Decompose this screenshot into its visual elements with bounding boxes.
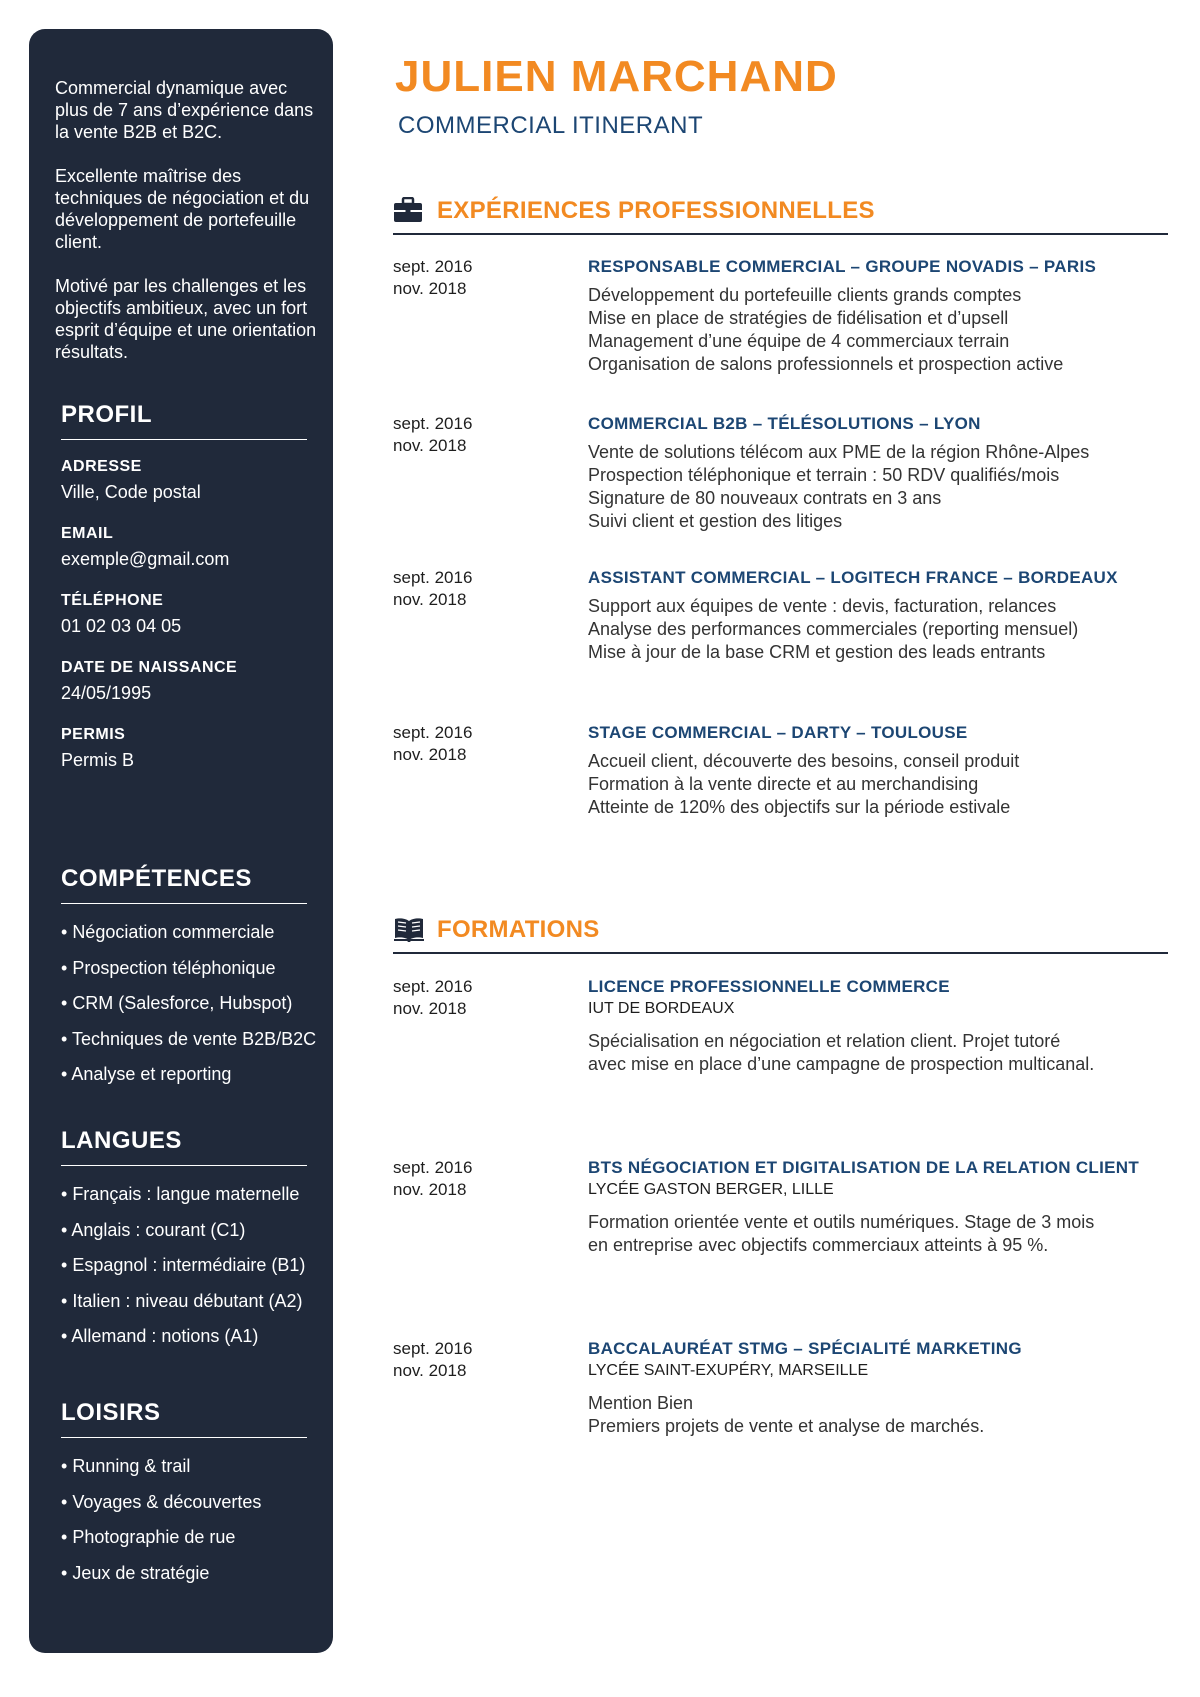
- end-date: nov. 2018: [393, 1361, 467, 1380]
- entry-line: Spécialisation en négociation et relation client. Projet tutoré: [588, 1031, 1061, 1051]
- entry-content: [588, 722, 1173, 819]
- entry-line: Formation à la vente directe et au merchandising: [588, 774, 979, 794]
- entry-dates: [393, 413, 472, 457]
- languages-list: [61, 1184, 307, 1362]
- entry-line: Développement du portefeuille clients grands comptes: [588, 285, 1022, 305]
- end-date: nov. 2018: [393, 590, 467, 609]
- entry-line: Suivi client et gestion des litiges: [588, 511, 843, 531]
- summary-paragraph: Excellente maîtrise des techniques de négociation et du développement de portefeuille client.: [55, 166, 310, 252]
- entry-line: Premiers projets de vente et analyse de marchés.: [588, 1416, 985, 1436]
- entry-title: LICENCE PROFESSIONNELLE COMMERCE: [588, 977, 950, 996]
- entry-dates: [393, 1338, 472, 1382]
- entry-line: en entreprise avec objectifs commerciaux atteints à 95 %.: [588, 1235, 1049, 1255]
- entry-title: RESPONSABLE COMMERCIAL – GROUPE NOVADIS – PARIS: [588, 257, 1097, 276]
- start-date: sept. 2016: [393, 977, 473, 996]
- language-item: • Allemand : notions (A1): [61, 1326, 307, 1362]
- entry-line: Prospection téléphonique et terrain : 50 RDV qualifiés/mois: [588, 465, 1060, 485]
- summary-paragraph: Commercial dynamique avec plus de 7 ans d’expérience dans la vente B2B et B2C.: [55, 78, 314, 142]
- entry-lines: [588, 284, 1173, 376]
- end-date: nov. 2018: [393, 999, 467, 1018]
- briefcase-icon: [393, 197, 423, 228]
- entry-dates: [393, 256, 472, 300]
- entry-line: Mise à jour de la base CRM et gestion des leads entrants: [588, 642, 1046, 662]
- birthdate-value: 24/05/1995: [61, 683, 152, 703]
- birthdate-label: DATE DE NAISSANCE: [61, 659, 238, 676]
- entry-line: Atteinte de 120% des objectifs sur la période estivale: [588, 797, 1011, 817]
- skill-item: • CRM (Salesforce, Hubspot): [61, 993, 307, 1029]
- entry-description: [588, 1030, 1173, 1076]
- hobbies-section: [61, 1399, 307, 1598]
- start-date: sept. 2016: [393, 257, 473, 276]
- school-name: IUT DE BORDEAUX: [588, 1000, 735, 1017]
- entry-title: STAGE COMMERCIAL – DARTY – TOULOUSE: [588, 723, 968, 742]
- hobby-item: • Running & trail: [61, 1456, 307, 1492]
- profile-section: [61, 401, 307, 793]
- experience-title: EXPÉRIENCES PROFESSIONNELLES: [437, 197, 875, 224]
- entry-content: [588, 1338, 1173, 1438]
- skill-item: • Techniques de vente B2B/B2C: [61, 1029, 307, 1065]
- entry-content: [588, 413, 1173, 533]
- end-date: nov. 2018: [393, 279, 467, 298]
- entry-line: Accueil client, découverte des besoins, conseil produit: [588, 751, 1020, 771]
- entry-lines: [588, 595, 1173, 664]
- entry-line: Signature de 80 nouveaux contrats en 3 ans: [588, 488, 942, 508]
- languages-title: LANGUES: [61, 1127, 307, 1166]
- entry-line: Formation orientée vente et outils numériques. Stage de 3 mois: [588, 1212, 1095, 1232]
- profile-title: PROFIL: [61, 401, 307, 440]
- license-label: PERMIS: [61, 726, 126, 743]
- hobbies-title: LOISIRS: [61, 1399, 307, 1438]
- entry-line: Mention Bien: [588, 1393, 694, 1413]
- entry-line: Management d’une équipe de 4 commerciaux terrain: [588, 331, 1010, 351]
- entry-lines: [588, 441, 1173, 533]
- language-item: • Italien : niveau débutant (A2): [61, 1291, 307, 1327]
- education-header: [393, 912, 1168, 954]
- entry-line: Support aux équipes de vente : devis, facturation, relances: [588, 596, 1057, 616]
- languages-section: [61, 1127, 307, 1362]
- hobby-item: • Photographie de rue: [61, 1527, 307, 1563]
- email-value: exemple@gmail.com: [61, 549, 230, 569]
- experience-header: [393, 193, 1168, 235]
- start-date: sept. 2016: [393, 414, 473, 433]
- school-name: LYCÉE SAINT-EXUPÉRY, MARSEILLE: [588, 1362, 869, 1379]
- education-title: FORMATIONS: [437, 916, 600, 943]
- entry-lines: [588, 750, 1173, 819]
- entry-dates: [393, 976, 472, 1020]
- license-value: Permis B: [61, 750, 135, 770]
- entry-description: [588, 1392, 1173, 1438]
- start-date: sept. 2016: [393, 723, 473, 742]
- start-date: sept. 2016: [393, 568, 473, 587]
- job-title: COMMERCIAL ITINERANT: [398, 112, 704, 139]
- language-item: • Français : langue maternelle: [61, 1184, 307, 1220]
- email-label: EMAIL: [61, 525, 114, 542]
- entry-line: Vente de solutions télécom aux PME de la région Rhône-Alpes: [588, 442, 1090, 462]
- skills-list: [61, 922, 317, 1100]
- hobbies-list: [61, 1456, 307, 1598]
- skill-item: • Analyse et reporting: [61, 1064, 307, 1100]
- entry-title: ASSISTANT COMMERCIAL – LOGITECH FRANCE – BORDEAUX: [588, 568, 1118, 587]
- book-icon: [393, 916, 425, 947]
- entry-dates: [393, 722, 472, 766]
- end-date: nov. 2018: [393, 1180, 467, 1199]
- address-value: Ville, Code postal: [61, 482, 201, 502]
- start-date: sept. 2016: [393, 1158, 473, 1177]
- entry-description: [588, 1211, 1173, 1257]
- entry-dates: [393, 1157, 472, 1201]
- entry-content: [588, 567, 1173, 664]
- phone-value: 01 02 03 04 05: [61, 616, 182, 636]
- entry-dates: [393, 567, 472, 611]
- entry-line: avec mise en place d’une campagne de prospection multicanal.: [588, 1054, 1095, 1074]
- phone-label: TÉLÉPHONE: [61, 592, 164, 609]
- entry-title: BACCALAURÉAT STMG – SPÉCIALITÉ MARKETING: [588, 1339, 1022, 1358]
- language-item: • Anglais : courant (C1): [61, 1220, 307, 1256]
- entry-line: Analyse des performances commerciales (reporting mensuel): [588, 619, 1079, 639]
- end-date: nov. 2018: [393, 745, 467, 764]
- school-name: LYCÉE GASTON BERGER, LILLE: [588, 1181, 834, 1198]
- skill-item: • Prospection téléphonique: [61, 958, 307, 994]
- summary-paragraph: Motivé par les challenges et les objectifs ambitieux, avec un fort esprit d’équipe et une orientation résultats.: [55, 276, 317, 362]
- entry-content: [588, 256, 1173, 376]
- skills-section: [61, 865, 317, 1100]
- candidate-name: JULIEN MARCHAND: [395, 52, 838, 101]
- skills-title: COMPÉTENCES: [61, 865, 307, 904]
- profile-summary: [55, 77, 317, 385]
- hobby-item: • Jeux de stratégie: [61, 1563, 307, 1599]
- entry-title: COMMERCIAL B2B – TÉLÉSOLUTIONS – LYON: [588, 414, 981, 433]
- start-date: sept. 2016: [393, 1339, 473, 1358]
- sidebar: [29, 29, 333, 1653]
- entry-line: Organisation de salons professionnels et prospection active: [588, 354, 1064, 374]
- entry-line: Mise en place de stratégies de fidélisation et d’upsell: [588, 308, 1009, 328]
- language-item: • Espagnol : intermédiaire (B1): [61, 1255, 307, 1291]
- end-date: nov. 2018: [393, 436, 467, 455]
- entry-content: [588, 976, 1173, 1076]
- address-label: ADRESSE: [61, 458, 142, 475]
- entry-content: [588, 1157, 1173, 1257]
- entry-title: BTS NÉGOCIATION ET DIGITALISATION DE LA RELATION CLIENT: [588, 1158, 1140, 1177]
- hobby-item: • Voyages & découvertes: [61, 1492, 307, 1528]
- skill-item: • Négociation commerciale: [61, 922, 307, 958]
